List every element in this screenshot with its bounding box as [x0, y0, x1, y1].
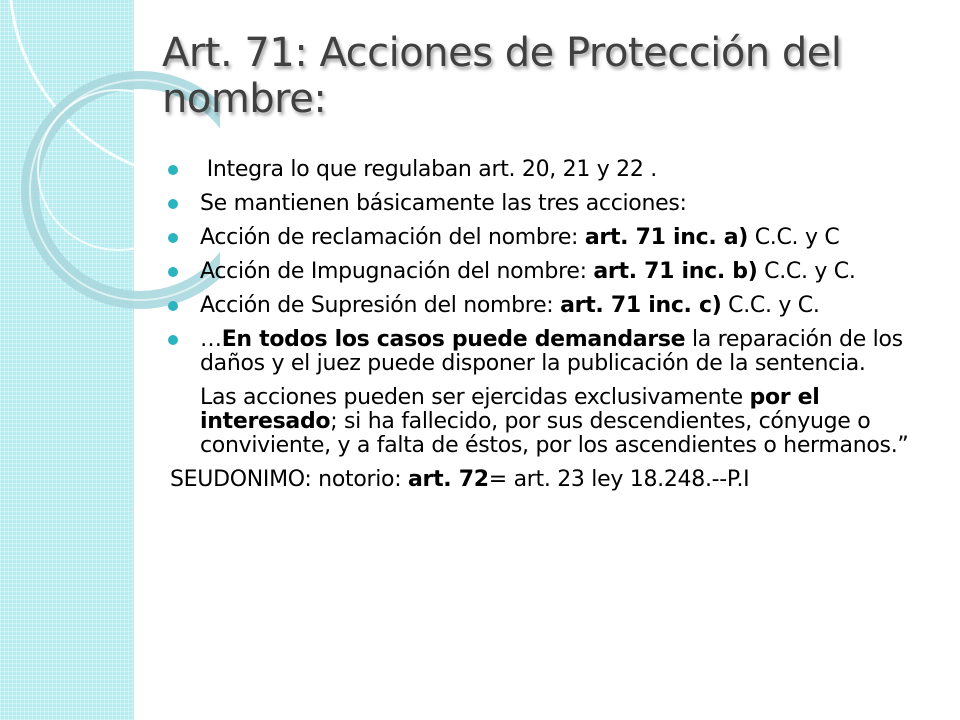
paragraph-post: ; si ha fallecido, por sus descendientes, cónyuge o conviviente, y a falta de éstos, por los ascendientes o hermanos.” [200, 409, 909, 458]
bullet-text [200, 259, 856, 284]
bullet-icon [168, 233, 178, 243]
bullet-icon [168, 267, 178, 277]
bullet-text-post: C.C. y C. [757, 259, 856, 284]
bullet-text-post: C.C. y C [748, 225, 840, 250]
bullet-icon [168, 335, 178, 345]
quoted-paragraph [160, 386, 930, 458]
bullet-item-4 [160, 260, 930, 284]
bullet-text-bold: art. 71 inc. a) [584, 225, 749, 250]
footer-pre: SEUDONIMO: notorio: [170, 467, 408, 492]
bullet-icon [168, 165, 178, 175]
bullet-text-pre: Acción de Impugnación del nombre: [200, 259, 594, 284]
bullet-text-pre: Acción de Supresión del nombre: [200, 293, 561, 318]
bullet-item-3 [160, 226, 930, 250]
footer-post: = art. 23 ley 18.248.--P.I [488, 467, 750, 492]
bullet-item-6 [160, 328, 930, 376]
bullet-item-1 [160, 158, 930, 182]
bullet-text [200, 293, 820, 318]
bullet-item-5 [160, 294, 930, 318]
slide-body [160, 158, 930, 492]
bullet-text: Se mantienen básicamente las tres acciones: [200, 191, 687, 216]
paragraph-bold: por el interesado [200, 385, 820, 434]
bullet-text-pre: Acción de reclamación del nombre: [200, 225, 585, 250]
bullet-text [200, 225, 839, 250]
bullet-text-pre: … [200, 327, 222, 352]
paragraph-pre: Las acciones pueden ser ejercidas exclusivamente [200, 385, 750, 410]
bullet-text-post: C.C. y C. [721, 293, 820, 318]
bullet-icon [168, 199, 178, 209]
bullet-text: Integra lo que regulaban art. 20, 21 y 22 . [200, 157, 657, 182]
bullet-icon [168, 301, 178, 311]
bullet-text-bold: En todos los casos puede demandarse [221, 327, 686, 352]
bullet-text-bold: art. 71 inc. b) [593, 259, 758, 284]
bullet-item-2 [160, 192, 930, 216]
bullet-list [160, 158, 930, 376]
footer-bold: art. 72 [408, 467, 489, 492]
bullet-text-post: la reparación de los daños y el juez puede disponer la publicación de la sentencia. [200, 327, 910, 376]
slide-title: Art. 71: Acciones de Protección del nombre: [162, 30, 842, 122]
bullet-text-bold: art. 71 inc. c) [560, 293, 722, 318]
bullet-text [200, 327, 909, 376]
footer-line [160, 468, 930, 492]
